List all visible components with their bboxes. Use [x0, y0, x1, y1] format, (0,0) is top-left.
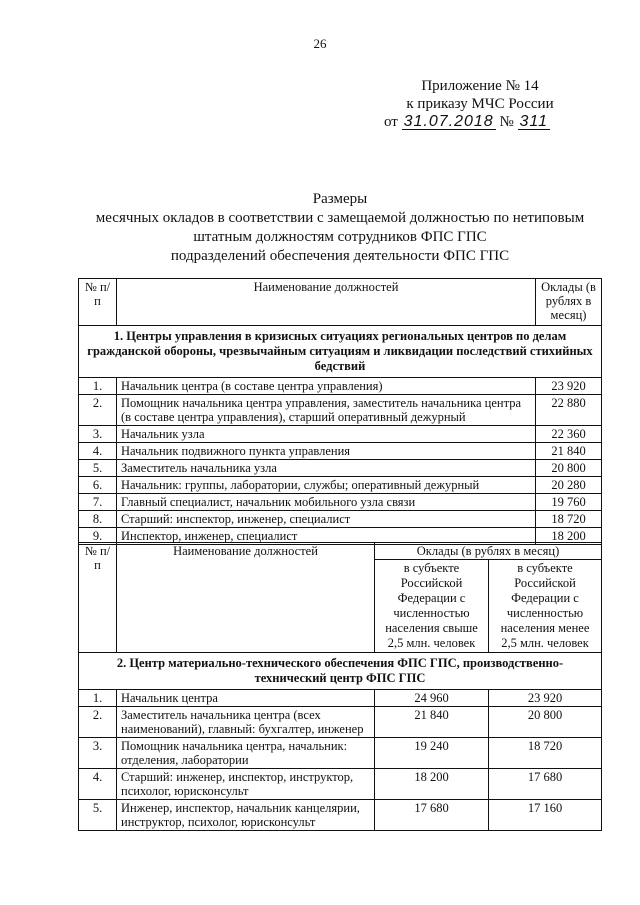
row-salary: 18 200	[536, 528, 602, 545]
row-salary-small: 18 720	[489, 738, 602, 769]
row-salary: 20 800	[536, 460, 602, 477]
row-salary: 20 280	[536, 477, 602, 494]
header-salary: Оклады (в рублях в месяц)	[536, 279, 602, 326]
appendix-title: Приложение № 14	[421, 78, 539, 94]
appendix-date-line	[380, 113, 580, 131]
row-num: 5.	[79, 460, 117, 477]
appendix-block	[380, 77, 580, 131]
number-prefix: №	[499, 114, 514, 130]
row-position: Заместитель начальника центра (всех наименований), главный: бухгалтер, инженер	[117, 707, 375, 738]
table-row	[79, 511, 602, 528]
row-position: Начальник центра	[117, 690, 375, 707]
header-name: Наименование должностей	[117, 543, 375, 653]
table-row	[79, 460, 602, 477]
row-salary: 18 720	[536, 511, 602, 528]
table1-header-row	[79, 279, 602, 326]
table-row	[79, 800, 602, 831]
row-position: Старший: инспектор, инженер, специалист	[117, 511, 536, 528]
title-line-1: Размеры	[312, 191, 368, 207]
row-num: 2.	[79, 395, 117, 426]
table-row	[79, 378, 602, 395]
page-number: 26	[313, 36, 327, 51]
row-position: Начальник узла	[117, 426, 536, 443]
row-num: 2.	[79, 707, 117, 738]
document-title	[60, 190, 620, 266]
table2-section-row	[79, 653, 602, 690]
header-num: № п/п	[79, 543, 117, 653]
header-name: Наименование должностей	[117, 279, 536, 326]
header-region-large: в субъекте Российской Федерации с численностью населения свыше 2,5 млн. человек	[375, 560, 489, 653]
header-region-small: в субъекте Российской Федерации с численностью населения менее 2,5 млн. человек	[489, 560, 602, 653]
row-salary: 22 360	[536, 426, 602, 443]
row-position: Помощник начальника центра управления, заместитель начальника центра (в составе центра управления), старший оперативный дежурный	[117, 395, 536, 426]
row-position: Старший: инженер, инспектор, инструктор, психолог, юрисконсульт	[117, 769, 375, 800]
row-num: 8.	[79, 511, 117, 528]
row-salary-small: 17 680	[489, 769, 602, 800]
table1-section-row	[79, 326, 602, 378]
title-line-2: месячных окладов в соответствии с замещаемой должностью по нетиповым	[95, 210, 585, 226]
row-position: Помощник начальника центра, начальник: отделения, лаборатории	[117, 738, 375, 769]
table-row	[79, 443, 602, 460]
row-position: Заместитель начальника узла	[117, 460, 536, 477]
row-num: 4.	[79, 769, 117, 800]
row-salary: 21 840	[536, 443, 602, 460]
row-position: Начальник центра (в составе центра управления)	[117, 378, 536, 395]
row-num: 5.	[79, 800, 117, 831]
table-row	[79, 707, 602, 738]
row-salary: 19 760	[536, 494, 602, 511]
row-position: Главный специалист, начальник мобильного узла связи	[117, 494, 536, 511]
row-salary-large: 18 200	[375, 769, 489, 800]
table-row	[79, 738, 602, 769]
row-salary-large: 17 680	[375, 800, 489, 831]
title-line-3: штатным должностям сотрудников ФПС ГПС	[193, 229, 487, 245]
row-position: Начальник: группы, лаборатории, службы; оперативный дежурный	[117, 477, 536, 494]
row-num: 3.	[79, 738, 117, 769]
header-salary: Оклады (в рублях в месяц)	[375, 543, 602, 560]
salary-table-1	[78, 278, 602, 545]
table-row	[79, 494, 602, 511]
row-salary-small: 23 920	[489, 690, 602, 707]
row-salary-large: 24 960	[375, 690, 489, 707]
title-line-4: подразделений обеспечения деятельности ФПС ГПС	[170, 248, 510, 264]
row-salary-small: 20 800	[489, 707, 602, 738]
row-num: 1.	[79, 378, 117, 395]
row-num: 6.	[79, 477, 117, 494]
row-num: 4.	[79, 443, 117, 460]
row-salary: 22 880	[536, 395, 602, 426]
row-num: 9.	[79, 528, 117, 545]
table2-header-row	[79, 543, 602, 560]
row-num: 7.	[79, 494, 117, 511]
handwritten-number: 311	[519, 113, 549, 130]
date-prefix: от	[384, 114, 398, 130]
section-2-title: 2. Центр материально-технического обеспечения ФПС ГПС, производственно-технический центр ФПС ГПС	[79, 653, 602, 690]
row-salary: 23 920	[536, 378, 602, 395]
header-num: № п/п	[79, 279, 117, 326]
row-salary-small: 17 160	[489, 800, 602, 831]
appendix-order: к приказу МЧС России	[406, 96, 554, 112]
table-row	[79, 690, 602, 707]
handwritten-date: 31.07.2018	[403, 113, 494, 130]
table-row	[79, 395, 602, 426]
section-1-title: 1. Центры управления в кризисных ситуациях региональных центров по делам гражданской обороны, чрезвычайным ситуациям и ликвидации последствий стихийных бедствий	[79, 326, 602, 378]
row-position: Начальник подвижного пункта управления	[117, 443, 536, 460]
salary-table-2	[78, 542, 602, 831]
table-row	[79, 769, 602, 800]
row-position: Инженер, инспектор, начальник канцелярии, инструктор, психолог, юрисконсульт	[117, 800, 375, 831]
row-num: 3.	[79, 426, 117, 443]
table-row	[79, 477, 602, 494]
table-row	[79, 426, 602, 443]
row-num: 1.	[79, 690, 117, 707]
row-position: Инспектор, инженер, специалист	[117, 528, 536, 545]
row-salary-large: 19 240	[375, 738, 489, 769]
row-salary-large: 21 840	[375, 707, 489, 738]
